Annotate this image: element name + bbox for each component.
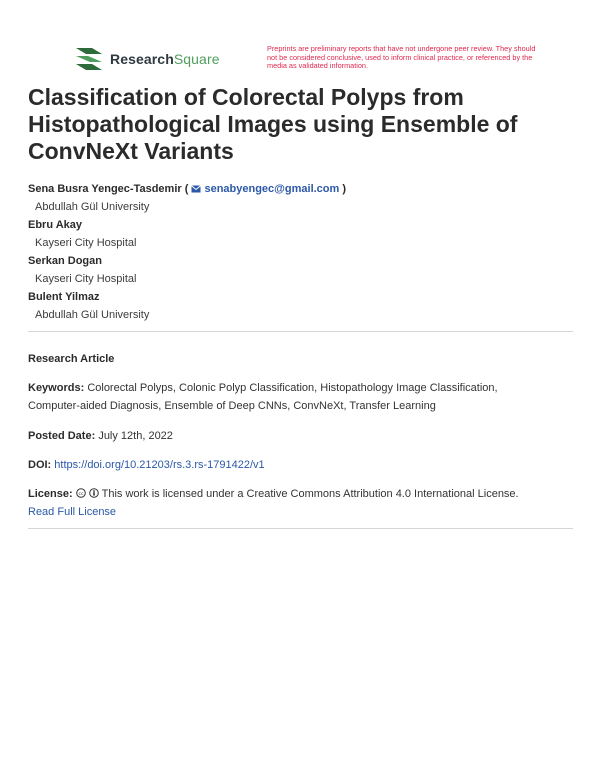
author-email-link[interactable]: senabyengec@gmail.com	[204, 183, 340, 195]
license-line	[28, 485, 573, 503]
author-name: Bulent Yilmaz	[28, 291, 100, 303]
keywords-text-2: Computer-aided Diagnosis, Ensemble of Deep CNNs, ConvNeXt, Transfer Learning	[28, 400, 436, 412]
header	[0, 0, 600, 80]
paper-title: Classification of Colorectal Polyps from Histopathological Images using Ensemble of ConvNeXt Variants	[28, 84, 518, 164]
author-affiliation: Abdullah Gül University	[35, 201, 150, 213]
doi-section	[28, 456, 573, 474]
keywords-section	[28, 379, 573, 415]
creative-commons-icon	[76, 488, 86, 498]
author-affiliation: Abdullah Gül University	[35, 309, 150, 321]
article-type	[28, 350, 573, 368]
keywords-label: Keywords:	[28, 382, 85, 394]
posted-date-label: Posted Date:	[28, 430, 96, 442]
author-list	[28, 180, 573, 324]
divider	[28, 528, 573, 529]
article-type-label: Research Article	[28, 353, 115, 365]
author-name: Serkan Dogan	[28, 255, 102, 267]
svg-text:cc: cc	[78, 491, 84, 497]
research-square-logo[interactable]	[74, 46, 220, 72]
email-close-paren: )	[339, 183, 347, 195]
author-affiliation: Kayseri City Hospital	[35, 237, 137, 249]
doi-label: DOI:	[28, 459, 52, 471]
logo-main: Research	[110, 51, 174, 67]
logo-accent: Square	[173, 51, 220, 67]
logo-text	[110, 51, 220, 67]
posted-date	[28, 427, 573, 445]
author-name	[28, 180, 573, 198]
attribution-icon	[89, 488, 99, 498]
author-name-text: Sena Busra Yengec-Tasdemir	[28, 183, 182, 195]
license-label: License:	[28, 488, 73, 500]
posted-date-value: July 12th, 2022	[98, 430, 173, 442]
envelope-icon	[191, 185, 201, 193]
divider	[28, 331, 573, 332]
read-full-license-link[interactable]: Read Full License	[28, 506, 117, 518]
license-text: This work is licensed under a Creative Commons Attribution 4.0 International License.	[101, 488, 519, 500]
doi-link[interactable]: https://doi.org/10.21203/rs.3.rs-1791422/v1	[54, 459, 265, 471]
preprint-notice: Preprints are preliminary reports that have not undergone peer review. They should not be considered conclusive, used to inform clinical practice, or referenced by the media as validated information.	[267, 44, 536, 70]
license-section	[28, 485, 573, 521]
author-name: Ebru Akay	[28, 219, 83, 231]
keywords-text-1: Colorectal Polyps, Colonic Polyp Classification, Histopathology Image Classification,	[87, 382, 498, 394]
keywords-line-1	[28, 379, 573, 397]
email-open-paren: (	[184, 183, 192, 195]
author-affiliation: Kayseri City Hospital	[35, 273, 137, 285]
research-square-logo-icon	[74, 46, 104, 72]
